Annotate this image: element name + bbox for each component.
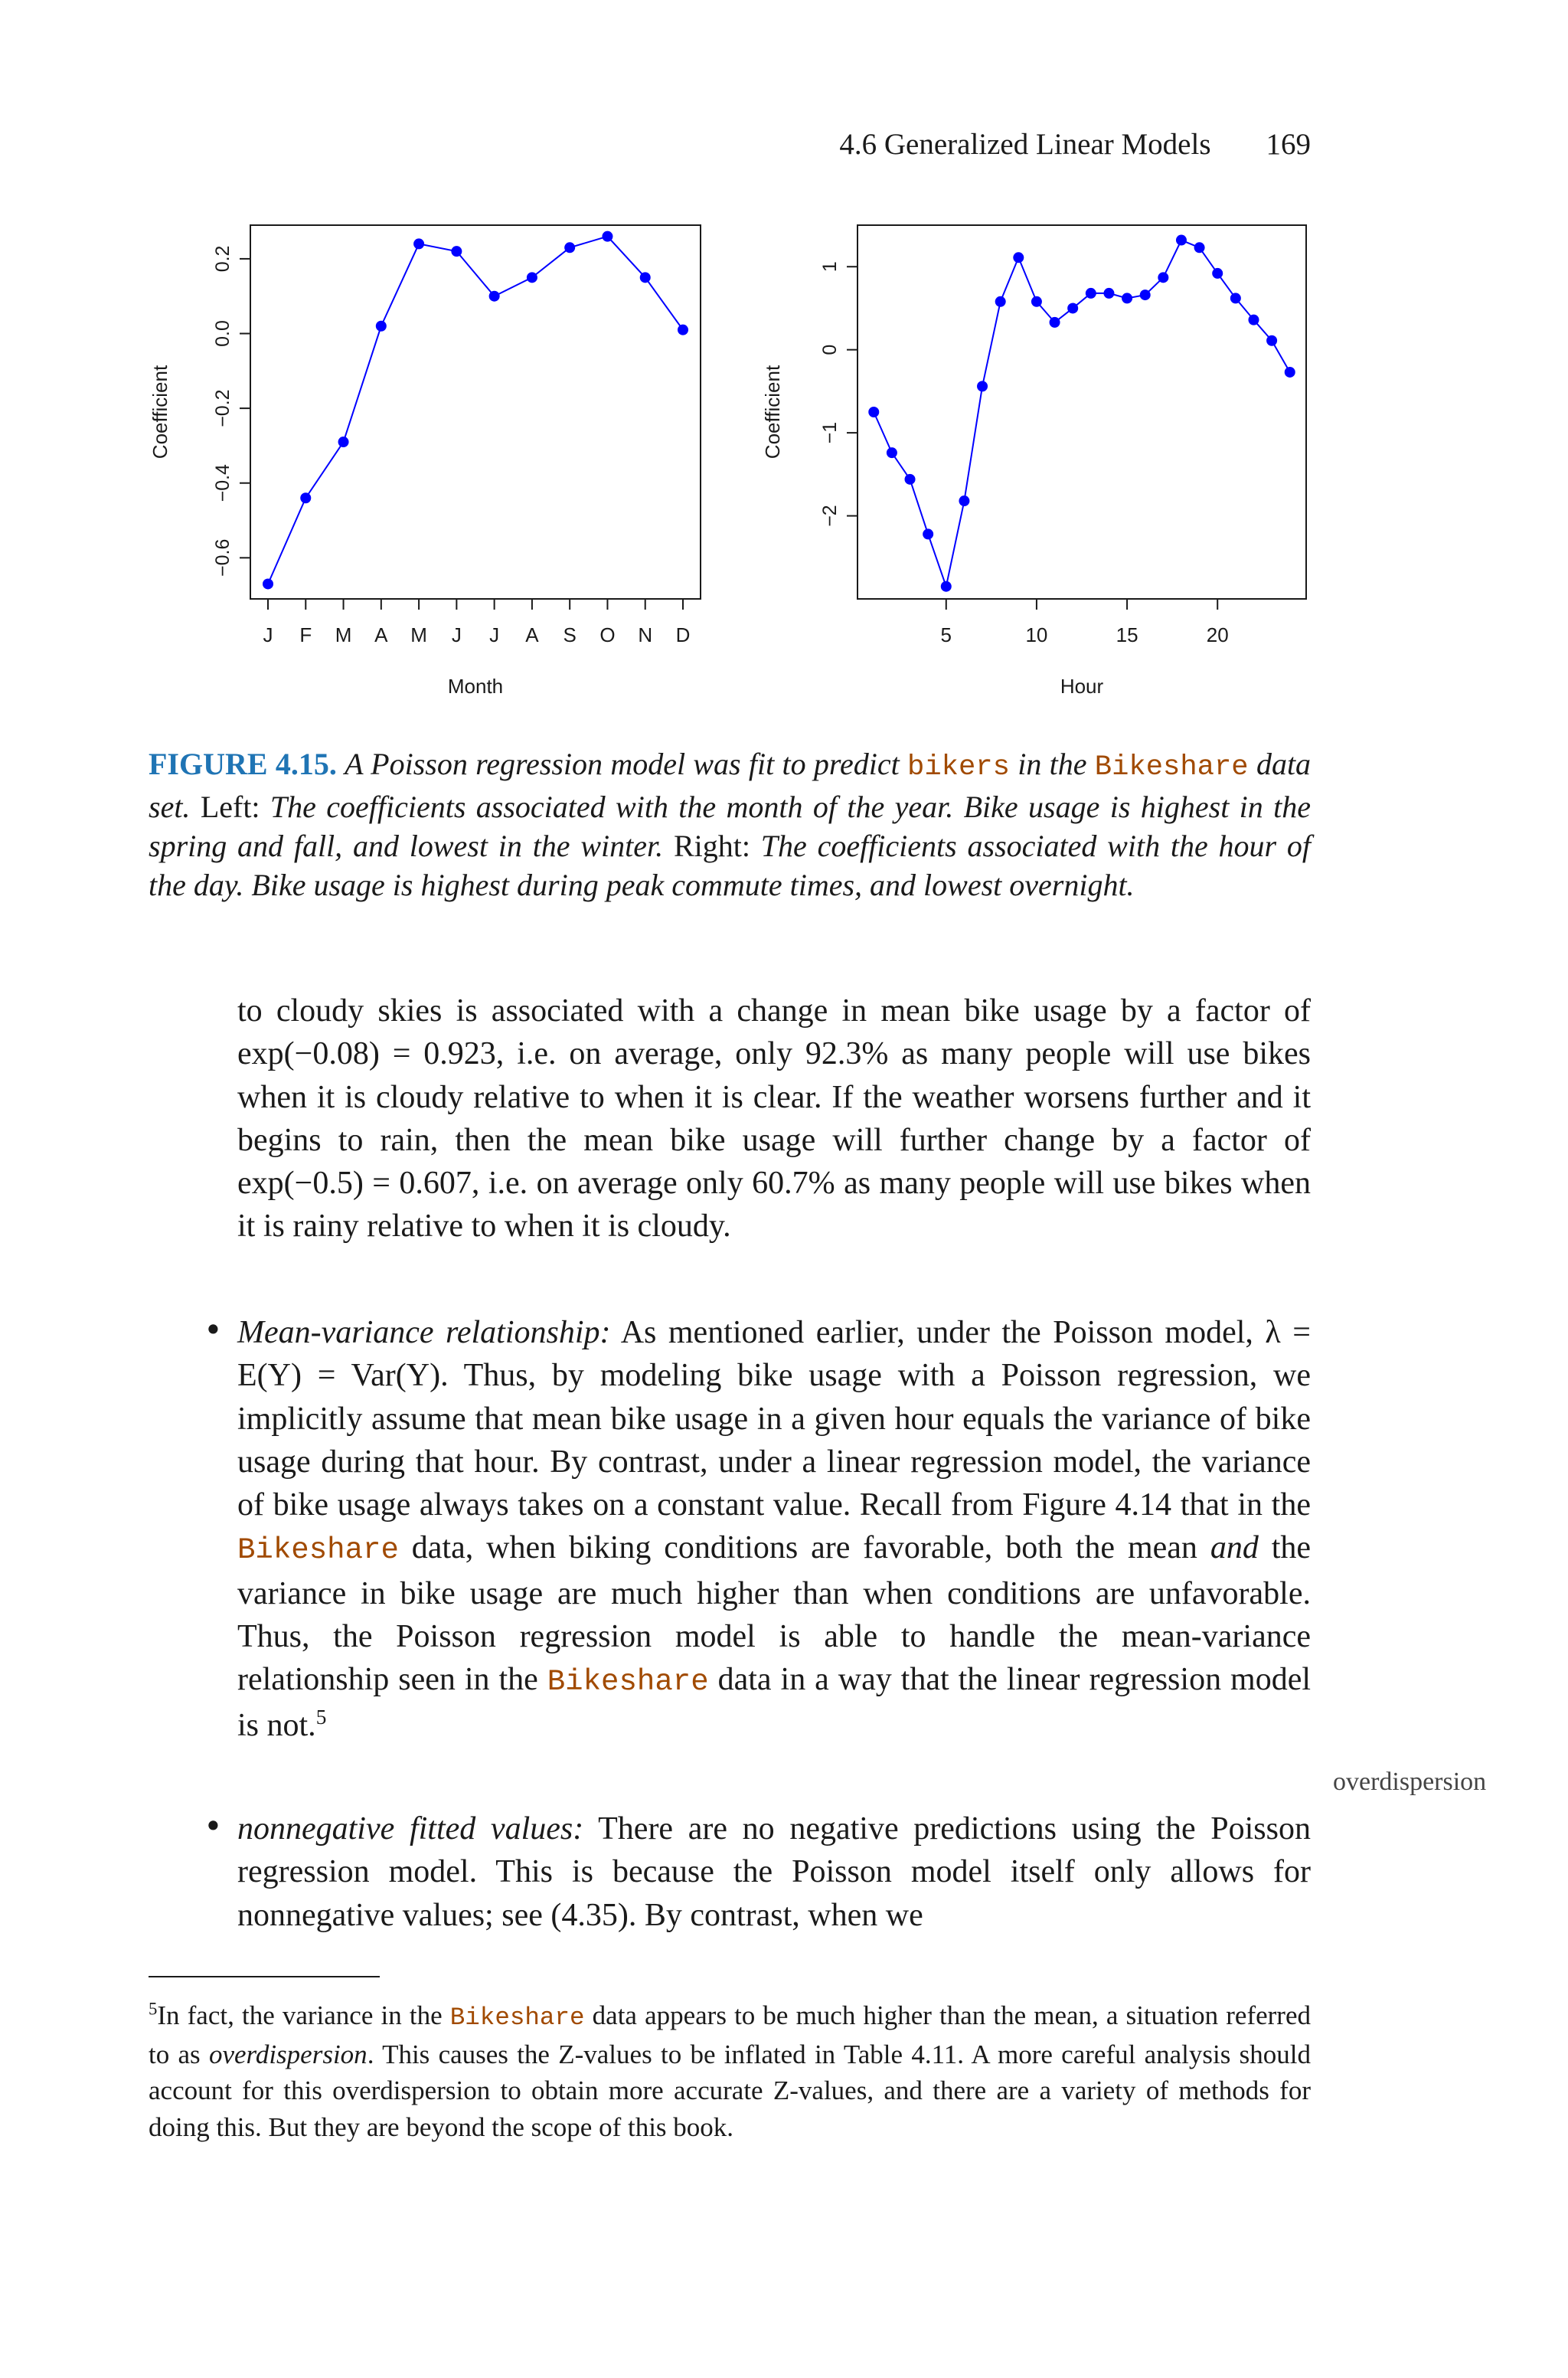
data-point <box>1013 252 1024 263</box>
x-axis-label: Month <box>447 675 504 698</box>
running-header <box>839 127 1311 162</box>
data-point <box>868 407 879 417</box>
plot-frame <box>250 225 701 599</box>
data-point <box>1122 293 1132 303</box>
bullet-nonnegative <box>237 1807 1311 1937</box>
x-tick-label: A <box>525 623 539 646</box>
bullet-title: Mean-variance relationship: <box>237 1315 611 1350</box>
bullet-mean-variance <box>237 1311 1311 1747</box>
bullet-text: data, when biking conditions are favorable, both the mean <box>411 1530 1197 1566</box>
data-point <box>451 246 462 257</box>
footnote-mark: 5 <box>149 1999 158 2019</box>
x-tick-label: M <box>335 623 352 646</box>
figure-label: FIGURE 4.15. <box>149 747 337 781</box>
x-tick-label: 5 <box>940 623 952 646</box>
bullet-marker: • <box>204 1311 223 1349</box>
caption-text: The coefficients associated with the month of the year. Bike usage is highest in the spring and fall, and lowest in the winter. <box>149 790 1312 863</box>
hour-coefficient-chart <box>750 214 1325 712</box>
x-tick-label: A <box>374 623 388 646</box>
footnote-text: In fact, the variance in the <box>157 2000 443 2030</box>
code-term: Bikeshare <box>1094 751 1249 783</box>
caption-text: The coefficients associated with the hour of the day. Bike usage is highest during peak commute times, and lowest overnight. <box>149 829 1312 902</box>
y-tick-label: −0.6 <box>212 538 234 577</box>
y-tick-label: 0 <box>819 344 841 355</box>
x-tick-label: 10 <box>1025 623 1048 646</box>
footnote-marker: 5 <box>315 1705 327 1729</box>
y-axis-label: Coefficient <box>149 365 172 460</box>
data-point <box>376 321 387 332</box>
page-number: 169 <box>1266 128 1311 161</box>
data-point <box>941 581 952 592</box>
y-axis <box>819 261 858 527</box>
bullet-text: data in a way that the linear regression model is not. <box>237 1662 1312 1743</box>
series-line <box>874 240 1289 587</box>
x-tick-label: 15 <box>1116 623 1138 646</box>
x-tick-label: O <box>599 623 616 646</box>
data-point <box>923 528 933 539</box>
data-point <box>959 496 969 506</box>
data-point <box>1285 367 1295 378</box>
y-tick-label: 0.2 <box>212 245 234 273</box>
series-points <box>263 231 688 590</box>
caption-left-label: Left: <box>200 790 260 824</box>
series-points <box>868 235 1295 592</box>
x-tick-label: N <box>638 623 653 646</box>
x-tick-label: J <box>489 623 500 646</box>
caption-right-label: Right: <box>673 829 750 863</box>
data-point <box>1031 296 1042 307</box>
footnote-term: overdispersion <box>208 2039 368 2069</box>
data-point <box>1266 335 1277 346</box>
series-line <box>268 237 683 584</box>
caption-text: data set. <box>149 747 1312 824</box>
data-point <box>263 578 273 589</box>
code-term: Bikeshare <box>449 2003 585 2032</box>
paragraph-continued: to cloudy skies is associated with a change in mean bike usage by a factor of exp(−0.08) = 0.923, i.e. on average, only 92.3% as many people will use bikes when it is cloudy relative to when it is clear. If the weather worsens further and it begins to rain, then the mean bike usage will further change by a factor of exp(−0.5) = 0.607, i.e. on average only 60.7% as many people will use bikes when it is rainy relative to when it is cloudy. <box>237 993 1311 1245</box>
bullet-text: As mentioned earlier, under the Poisson model, λ = E(Y) = Var(Y). Thus, by modeling bike usage with a Poisson regression, we implicitly assume that mean bike usage in a given hour equals the variance of bike usage during that hour. By contrast, under a linear regression model, the variance of bike usage always takes on a constant value. Recall from Figure 4.14 that in the <box>237 1315 1311 1523</box>
data-point <box>602 231 612 242</box>
x-tick-label: D <box>675 623 691 646</box>
month-coefficient-chart <box>145 214 720 712</box>
y-tick-label: −0.2 <box>212 389 234 427</box>
figure-caption <box>149 744 1311 904</box>
x-tick-label: J <box>451 623 462 646</box>
x-tick-label: 20 <box>1206 623 1229 646</box>
footnote <box>149 1997 1311 2145</box>
data-point <box>1140 289 1151 300</box>
data-point <box>977 381 988 391</box>
data-point <box>300 492 311 503</box>
y-axis-label: Coefficient <box>761 365 784 460</box>
data-point <box>1230 293 1241 303</box>
y-tick-label: −2 <box>819 505 841 527</box>
data-point <box>640 272 651 283</box>
margin-note: overdispersion <box>1333 1768 1487 1796</box>
x-tick-label: M <box>410 623 427 646</box>
y-tick-label: 0.0 <box>212 320 234 347</box>
data-point <box>527 272 537 283</box>
data-point <box>1050 317 1060 328</box>
bullet-title: nonnegative fitted values: <box>237 1811 584 1846</box>
data-point <box>1248 315 1259 325</box>
footnote-text: data appears to be much higher than the mean, a situation referred to as <box>149 2000 1311 2069</box>
footnote-text: . This causes the Z-values to be inflated in Table 4.11. A more careful analysis should account for this overdispersion to obtain more accurate Z-values, and there are a variety of methods for doing this. But they are beyond the scope of this book. <box>149 2039 1311 2142</box>
bullet-text: the variance in bike usage are much higher than when conditions are unfavorable. Thus, the Poisson regression model is able to handle the mean-variance relationship seen in the <box>237 1530 1312 1698</box>
data-point <box>338 437 349 447</box>
code-term: bikers <box>907 751 1010 783</box>
x-tick-label: S <box>563 623 577 646</box>
data-point <box>678 325 688 335</box>
data-point <box>1194 242 1205 253</box>
y-axis <box>212 246 250 577</box>
data-point <box>1103 288 1114 299</box>
bullet-marker: • <box>204 1807 223 1845</box>
data-point <box>1158 272 1168 283</box>
data-point <box>1067 303 1078 313</box>
x-axis <box>263 599 691 646</box>
x-axis <box>941 599 1229 646</box>
emphasis: and <box>1210 1530 1259 1566</box>
data-point <box>1212 268 1223 279</box>
y-tick-label: −1 <box>819 421 841 444</box>
plot-frame <box>858 225 1306 599</box>
x-axis-label: Hour <box>1060 675 1104 698</box>
data-point <box>564 242 575 253</box>
y-tick-label: −0.4 <box>212 464 234 502</box>
data-point <box>995 296 1006 307</box>
data-point <box>887 447 897 458</box>
bullet-text: There are no negative predictions using the Poisson regression model. This is because the Poisson model itself only allows for nonnegative values; see (4.35). By contrast, when we <box>237 1811 1311 1933</box>
section-title: 4.6 Generalized Linear Models <box>839 128 1211 161</box>
data-point <box>905 474 916 485</box>
y-tick-label: 1 <box>819 261 841 273</box>
code-term: Bikeshare <box>237 1532 399 1568</box>
code-term: Bikeshare <box>547 1664 709 1699</box>
x-tick-label: F <box>299 623 312 646</box>
data-point <box>1176 235 1187 246</box>
caption-text: in the <box>1018 747 1087 781</box>
data-point <box>1086 288 1096 299</box>
data-point <box>489 291 500 302</box>
footnote-rule <box>149 1976 380 1977</box>
x-tick-label: J <box>263 623 273 646</box>
caption-text: A Poisson regression model was fit to predict <box>345 747 900 781</box>
data-point <box>413 238 424 249</box>
